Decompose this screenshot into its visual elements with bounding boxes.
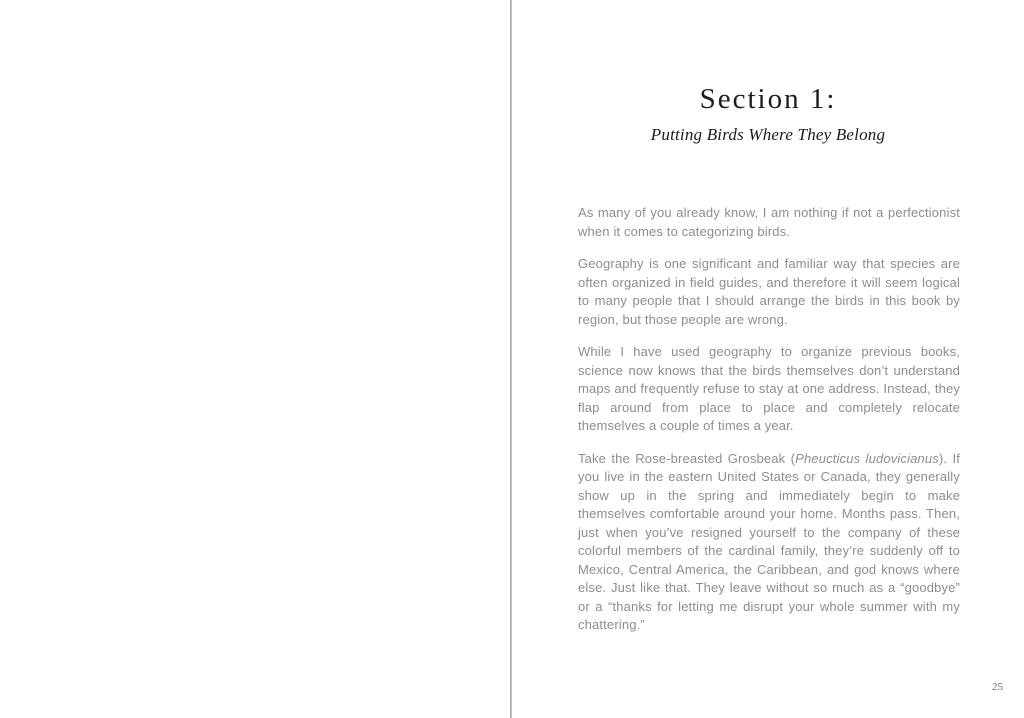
- paragraph: [578, 255, 960, 329]
- paragraph-text: Geography is one significant and familiar way that species are often organized in field guides, and therefore it will seem logical to many people that I should arrange the birds in this book by region, but those people are wrong.: [578, 256, 960, 327]
- section-subtitle: Putting Birds Where They Belong: [650, 125, 886, 144]
- paragraph-text: While I have used geography to organize previous books, science now knows that the birds themselves don’t understand maps and frequently refuse to stay at one address. Instead, they flap around from place to place and completely relocate themselves a couple of times a year.: [578, 344, 960, 433]
- paragraph-text: ). If you live in the eastern United States or Canada, they generally show up in the spring and immediately begin to make themselves comfortable around your home. Months pass. Then, just when you’ve resigned yourself to the company of these colorful members of the cardinal family, they’re suddenly off to Mexico, Central America, the Caribbean, and god knows where else. Just like that. They leave without so much as a “goodbye” or a “thanks for letting me disrupt your whole summer with my chattering.”: [578, 450, 960, 632]
- paragraph: [578, 450, 960, 635]
- paragraph-text: As many of you already know, I am nothing if not a perfectionist when it comes to categorizing birds.: [578, 205, 960, 239]
- species-name-italic: Pheucticus ludovicianus: [795, 450, 939, 466]
- paragraph-text: Take the Rose-breasted Grosbeak (: [578, 450, 796, 466]
- page-number: 25: [992, 681, 1003, 693]
- left-page-blank: [0, 0, 510, 718]
- body-text: [578, 204, 960, 649]
- right-page: [512, 0, 1024, 718]
- paragraph: [578, 343, 960, 436]
- paragraph: [578, 204, 960, 241]
- section-title: Section 1:: [699, 83, 837, 115]
